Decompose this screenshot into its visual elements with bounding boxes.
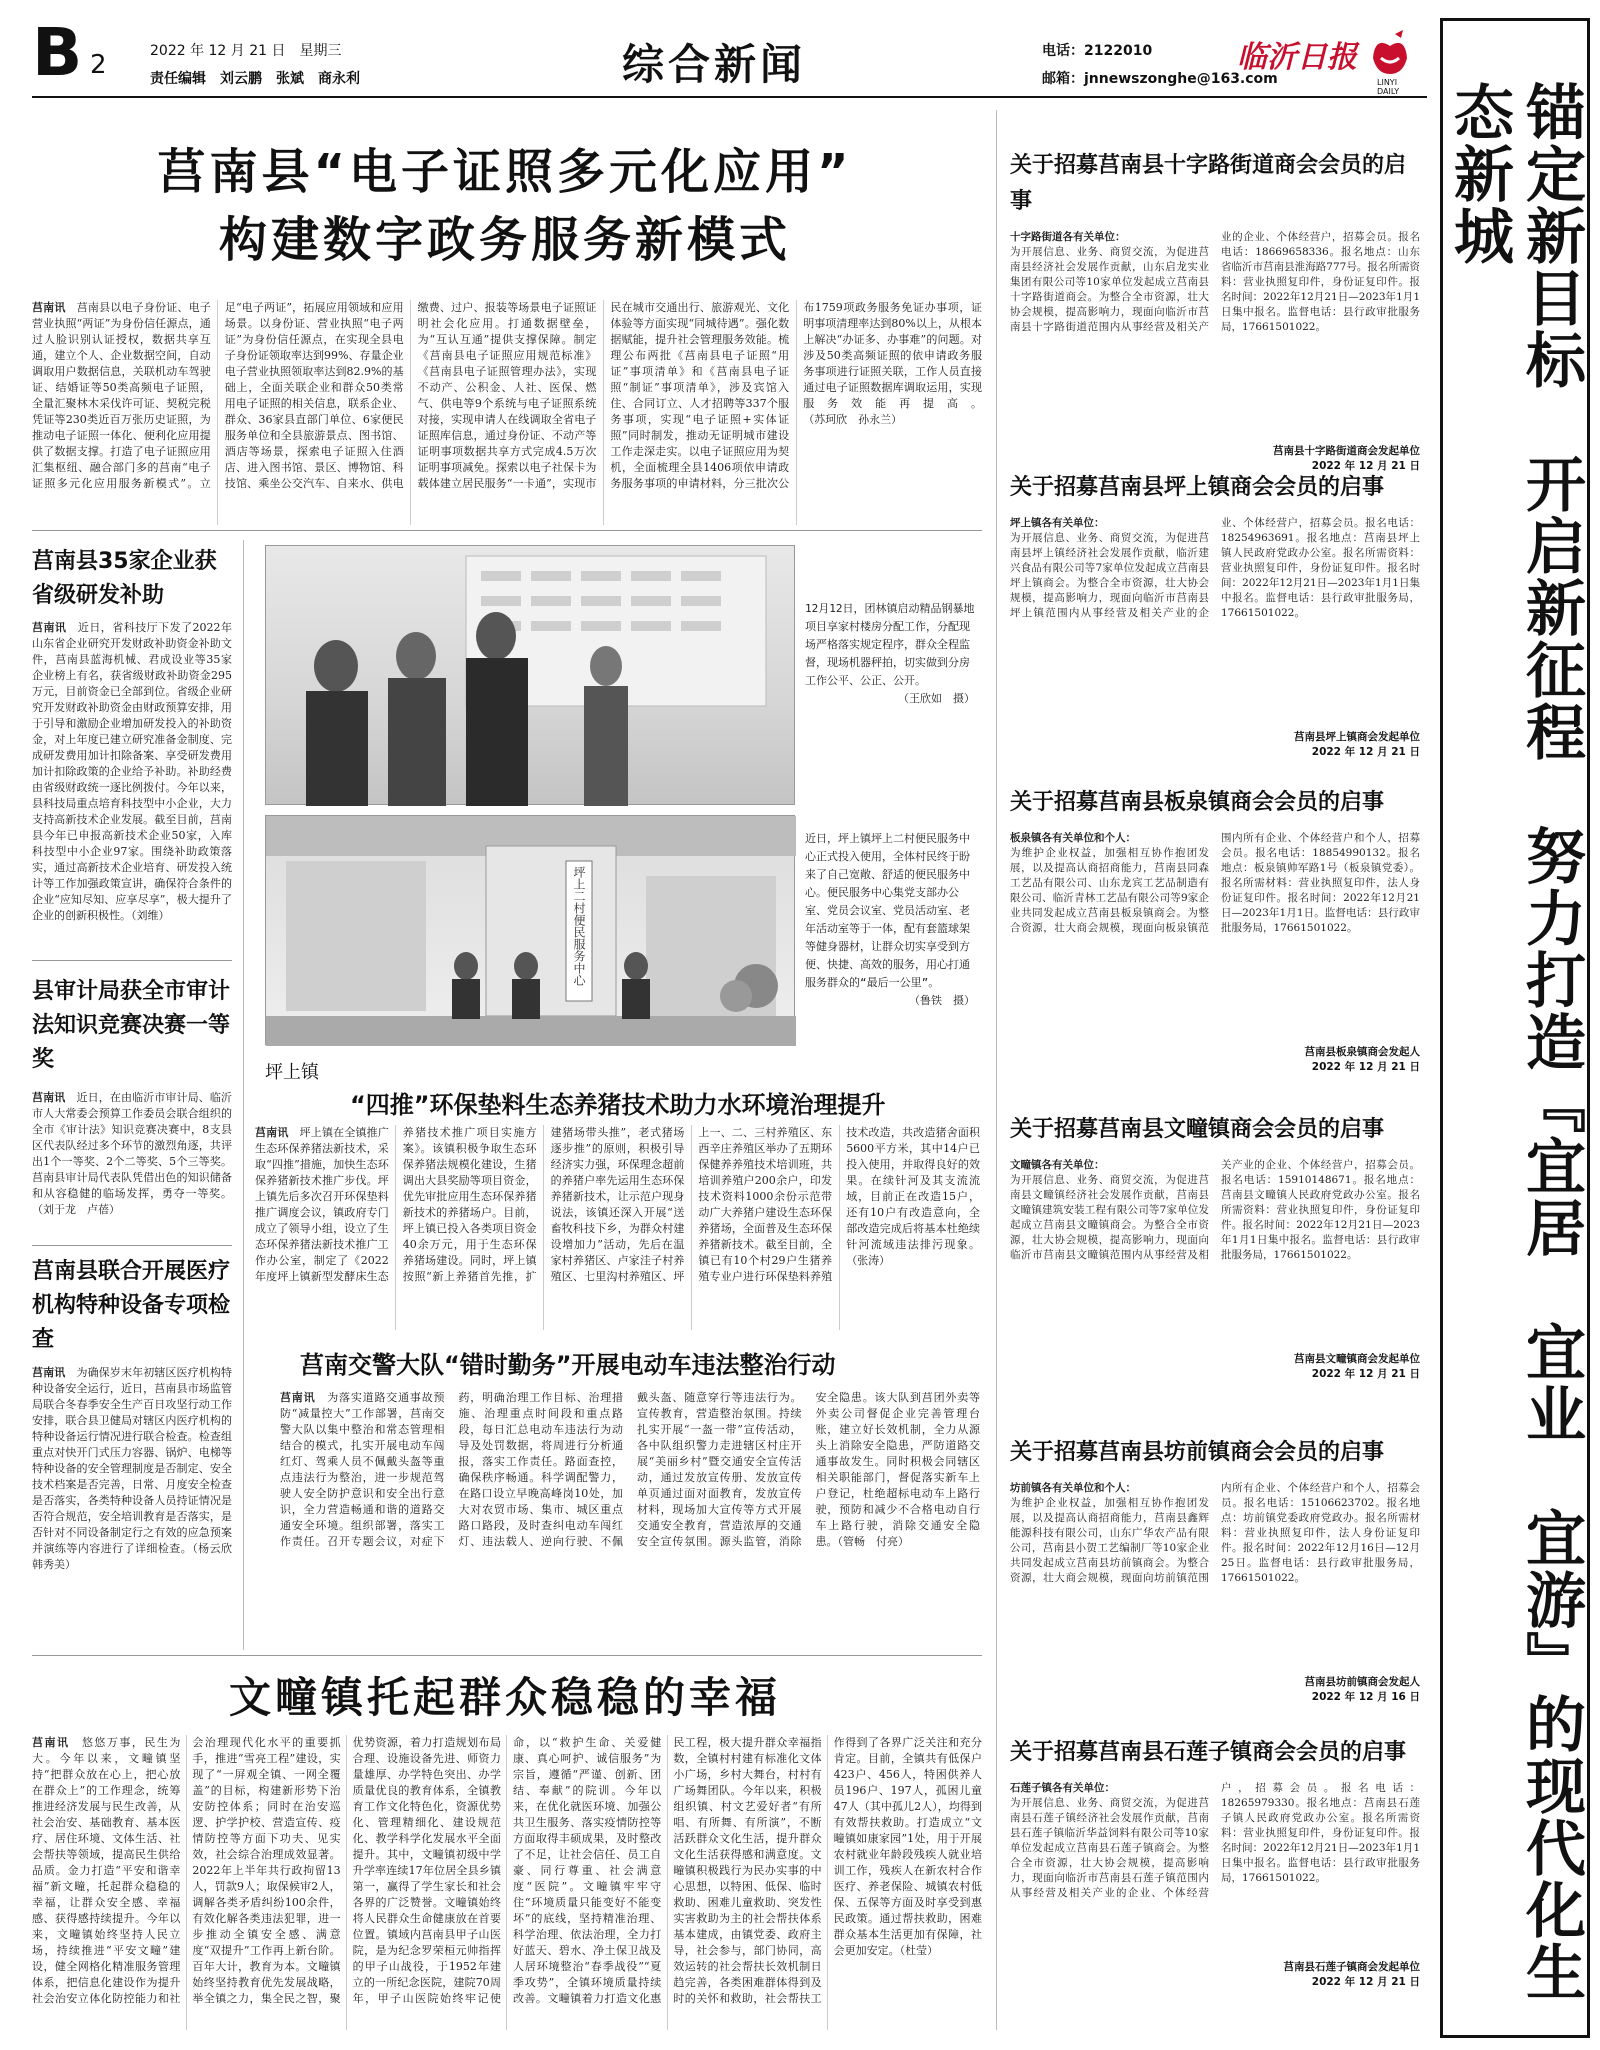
- notice-date: 2022 年 12 月 21 日: [1311, 1061, 1420, 1073]
- divider: [32, 530, 982, 531]
- main-headline-1: 莒南县“电子证照多元化应用”: [157, 144, 853, 200]
- notice-date: 2022 年 12 月 21 日: [1311, 1976, 1420, 1988]
- notice-date: 2022 年 12 月 21 日: [1311, 1368, 1420, 1380]
- story-body: 莒南讯 坪上镇在全镇推广生态环保养猪法新技术，采取“四推”措施，加快生态环保养猪新技术推广步伐。坪上镇先后多次召开环保垫料推广调度会议，镇政府专门成立了领导小组，设立了生态环保养猪法新技术推广工作办公室，制定了《2022年度坪上镇新型发酵床生态养猪技术推广项目实施方案》。该镇积极争取生态环保养猪法规模化建设，生猪调出大县奖励等项目资金，优先审批应用生态环保养猪新技术的养猪场户。目前，坪上镇已投入各类项目资金40余万元，用于生态环保养猪场建设。同时，坪上镇按照“新上养猪首先推，扩建猪场带头推”，老式猪场逐步推”的原则，积极引导经济实力强，环保理念超前的养猪户率先运用生态环保养猪新技术，让示范户现身说法，该镇还深入开展“送畜牧科技下乡，为群众村建设增加力”活动，先后在温家村养猪区、卢家洼子村养殖区、七里沟村养殖区、坪上一、二、三村养殖区、东西辛庄养殖区举办了五期环保健养养殖技术培训班，共培训养殖户200余户，印发技术资料1000余份示范带动广大养猪户建设生态环保养猪场，全面普及生态环保养猪新技术。截至目前，全镇已有10个村29户生猪养殖专业户进行环保垫料养殖技术改造，共改造猪舍面积5600平方米，其中14户已投入使用，并取得良好的效果。在续针河及其支流流域，目前正在改造15户，还有10户有改造意向，全部改造完成后将基本杜绝续针河流域违法排污现象。（张涛）: [255, 1126, 980, 1283]
- photo-caption: 12月12日，团林镇启动精品钢暴地项目享家村楼房分配工作，分配现场严格落实规定程序，群众全程监督，现场机器秤拍，切实做到分房工作公平、公正、公开。 （王欣如 摄）: [805, 602, 975, 705]
- notice: [1010, 1435, 1420, 1705]
- notice-sign: 莒南县板泉镇商会发起人: [1304, 1046, 1420, 1058]
- story-headline: 莒南交警大队“错时勤务”开展电动车违法整治行动: [300, 1351, 836, 1379]
- photo-building-icon: [266, 816, 796, 1046]
- notice-sign: 莒南县石莲子镇商会发起单位: [1283, 1961, 1420, 1973]
- notice: [1010, 148, 1420, 474]
- photo-service-center: [265, 815, 795, 1045]
- page-letter: B: [32, 14, 83, 91]
- notice-date: 2022 年 12 月 21 日: [1311, 460, 1420, 472]
- masthead: [32, 14, 1432, 96]
- page-number: 2: [90, 50, 107, 80]
- notice: [1010, 470, 1420, 760]
- photo-housing-allocation: [265, 545, 795, 805]
- editors: 责任编辑 刘云鹏 张斌 商永利: [150, 71, 360, 87]
- notice-date: 2022 年 12 月 16 日: [1311, 1691, 1420, 1703]
- story-headline: 文疃镇托起群众稳稳的幸福: [228, 1673, 781, 1722]
- main-headline-2: 构建数字政务服务新模式: [218, 212, 791, 268]
- notice-title: 关于招募莒南县文疃镇商会会员的启事: [1010, 1117, 1385, 1142]
- notice-body: 文疃镇各有关单位： 为开展信息、业务、商贸交流，为促进莒南县文疃镇经济社会发展作贡献，莒南县文疃镇建筑安装工程有限公司等7家单位发起成立莒南县文疃镇商会。为整合全市资源，壮大协会规模，提高影响力，现面向临沂市莒南县文疃镇范围内从事经营及相关产业的企业、个体经营户，招募会员。报名电话：15910148671。报名地点：莒南县文疃镇人民政府党政办公室。报名所需资料：营业执照复印件，身份证复印件。报名时间：2022年12月21日—2023年1月1日集中报名。监督电话：县行政审批服务局，17661501022。: [1010, 1159, 1420, 1261]
- notice: [1010, 1112, 1420, 1382]
- logo-text: 临沂日报: [1237, 40, 1357, 75]
- main-story-lead: 莒南讯: [32, 301, 66, 314]
- divider: [32, 1245, 232, 1246]
- divider: [32, 1655, 982, 1656]
- notice-body: 坪上镇各有关单位： 为开展信息、业务、商贸交流，为促进莒南县坪上镇经济社会发展作贡献，临沂建兴食品有限公司等7家单位发起成立莒南县坪上镇商会。为整合全市资源，壮大协会规模，提高影响力，现面向临沂市莒南县坪上镇范围内从事经营及相关产业的企业、个体经营户，招募会员。报名电话：18254963691。报名地点：莒南县坪上镇人民政府党政办公室。报名所需资料：营业执照复印件，身份证复印件。报名时间：2022年12月21日—2023年1月1日集中报名。监督电话：县行政审批服务局，17661501022。: [1010, 517, 1420, 619]
- vertical-banner-text: 锚定新目标 开启新征程 努力打造『宜居 宜业 宜游』的现代化生态新城: [1444, 81, 1586, 2003]
- notice-title: 关于招募莒南县十字路街道商会会员的启事: [1010, 153, 1407, 214]
- story-body: 莒南讯 为确保岁末年初辖区医疗机构特种设备安全运行，近日，莒南县市场监管局联合冬春季安全生产百日攻坚行动工作安排，联合县卫健局对辖区内医疗机构的特种设备运行情况进行联合检查。检查组重点对快开门式压力容器、锅炉、电梯等特种设备的安全管理制度是否制定、安全技术档案是否完善，日常、月度安全检查是否落实，各类特种设备人员持证情况是否符合规范，安全培训教育是否落实，是否针对不同设备制定行之有效的应急预案并演练等内容进行了详细检查。（杨云欣 韩秀美）: [32, 1366, 244, 1571]
- notice: [1010, 1735, 1420, 1990]
- notice-body: 坊前镇各有关单位和个人： 为维护企业权益，加强相互协作抱团发展，以及提高认商招商能力，莒南县鑫辉能源科技有限公司，山东广华农产品有限公司，莒南县小贺工艺编制厂等10家企业共同发起成立莒南县坊前镇商会。为整合资源，壮大商会规模，现面向坊前镇范围内所有企业、个体经营户和个人，招募会员。报名电话：15106623702。报名地点：坊前镇党委政府党政办。报名所需材料：营业执照复印件，法人身份证复印件。报名时间：2022年12月16日—12月25日。监督电话：县行政审批服务局，17661501022。: [1010, 1482, 1420, 1584]
- notice: [1010, 785, 1420, 1075]
- notice-title: 关于招募莒南县坪上镇商会会员的启事: [1010, 475, 1385, 500]
- logo-en: LINYI DAILY: [1377, 78, 1400, 96]
- issue-date: 2022 年 12 月 21 日 星期三: [150, 43, 342, 59]
- notice-date: 2022 年 12 月 21 日: [1311, 746, 1420, 758]
- notice-body: 石莲子镇各有关单位： 为开展信息、业务、商贸交流，为促进莒南县石莲子镇经济社会发展作贡献，莒南县石莲子镇临沂华益饲料有限公司等10家单位发起成立莒南县石莲子镇商会。为整合全市资源，壮大协会规模，提高影响力，现面向临沂市莒南县石莲子镇范围内从事经营及相关产业的企业、个体经营户，招募会员。报名电话：18265979330。报名地点：莒南县石莲子镇人民政府党政办公室。报名所需资料：营业执照复印件，身份证复印件。报名时间：2022年12月21日—2023年1月1日集中报名。监督电话：县行政审批服务局，17661501022。: [1010, 1782, 1420, 1899]
- story-body: 莒南讯 为落实道路交通事故预防“减量控大”工作部署，莒南交警大队以集中整治和常态管理相结合的模式，扎实开展电动车闯红灯、驾乘人员不佩戴头盔等重点违法行为整治，进一步规范驾驶人安全防护意识和安全出行意识，全力营造畅通和谐的道路交通安全环境。组织部署，落实工作责任。召开专题会议，对症下药，明确治理工作目标、治理措施、治理重点时间段和重点路段，每日汇总电动车违法行为动导及处罚数据，将周进行分析通报，落实工作责任。路面查控，确保秩序畅通。科学调配警力，在路口设立早晚高峰岗10处，加大对农贸市场、集市、城区重点路口路段，及时查纠电动车闯红灯、违法载人、逆向行驶、不佩戴头盔、随意穿行等违法行为。宣传教育，营造整治氛围。持续扎实开展“一盔一带”宣传活动，各中队组织警力走进辖区村庄开展“美丽乡村”暨交通安全宣传活动，通过发放宣传册、发放宣传单页通过面对面教育，发放宣传材料，现场加大宣传等方式开展交通安全教育，营造浓厚的交通安全宣传氛围。源头监管，消除安全隐患。该大队到莒团外卖等外卖公司督促企业完善管理台账，建立好长效机制，全力从源头上消除安全隐患，严防道路交通事故发生。同时积极会同辖区相关职能部门，督促落实新车上户登记，杜绝超标电动车上路行驶，预防和减少不合格电动自行车上路行驶，消除交通安全隐患。（管畅 付亮）: [280, 1391, 980, 1548]
- column-divider: [996, 110, 997, 2030]
- masthead-rule: [32, 96, 1427, 98]
- vertical-banner: [1440, 18, 1590, 2038]
- notice-sign: 莒南县坪上镇商会发起单位: [1294, 731, 1420, 743]
- section-title: 综合新闻: [622, 40, 807, 89]
- photo-scene-icon: [266, 546, 796, 806]
- photo-caption: 近日，坪上镇坪上二村便民服务中心正式投入使用，全体村民终于盼来了自己宽敞、舒适的便民服务中心。便民服务中心集党支部办公室、党员会议室、党员活动室、老年活动室等于一体，配有套篮球架等健身器材，让群众切实享受到方便、快捷、高效的服务，用心打通服务群众的“最后一公里”。 （鲁铁 摄）: [805, 832, 975, 1007]
- contact-email: 邮箱：jnnewszonghe@163.com: [1042, 71, 1278, 87]
- main-story-byline: （苏珂欣 孙永兰）: [803, 413, 903, 426]
- logo-mark-icon: [1365, 28, 1415, 78]
- notice-sign: 莒南县坊前镇商会发起人: [1304, 1676, 1420, 1688]
- notice-body: 板泉镇各有关单位和个人： 为维护企业权益，加强相互协作抱团发展，以及提高认商招商能力，莒南县同森工艺品有限公司、山东龙宾工艺品制造有限公司、临沂青林工艺品有限公司等9家企业共同发起成立莒南县板泉镇商会。为整合资源，壮大商会规模，现面向板泉镇范围内所有企业、个体经营户和个人，招募会员。报名电话：18854990132。报名地点：板泉镇帅军路1号（板泉镇党委）。报名所需材料：营业执照复印件，法人身份证复印件。报名时间：2022年12月21日—2023年1月1日。监督电话：县行政审批服务局，17661501022。: [1010, 832, 1420, 934]
- contact-phone: 电话：2122010: [1042, 43, 1153, 59]
- column-divider: [243, 540, 244, 1650]
- service-center-sign: 坪上二村便民服务中心: [572, 866, 586, 986]
- notice-body: 十字路街道各有关单位： 为开展信息、业务、商贸交流，为促进莒南县经济社会发展作贡献，山东启龙实业集团有限公司等10家单位发起成立莒南县十字路街道商会。为整合全市资源，壮大协会规模，提高影响力，现面向临沂市莒南县十字路街道范围内从事经营及相关产业的企业、个体经营户，招募会员。报名电话：18669658336。报名地点：山东省临沂市莒南县淮海路777号。报名所需资料：营业执照复印件，身份证复印件。报名时间：2022年12月21日—2023年1月1日集中报名。监督电话：县行政审批服务局，17661501022。: [1010, 231, 1420, 333]
- story-headline: 莒南县联合开展医疗机构特种设备专项检查: [32, 1259, 231, 1352]
- divider: [32, 960, 232, 961]
- notice-sign: 莒南县十字路街道商会发起单位: [1273, 445, 1420, 457]
- story-body: 莒南讯 近日，在由临沂市审计局、临沂市人大常委会预算工作委员会联合组织的全市《审计法》知识竞赛决赛中，8支县区代表队经过多个环节的激烈角逐，共评出1个一等奖、2个二等奖、5个三等奖。莒南县审计局代表队凭借出色的知识储备和从容稳健的临场发挥，勇夺一等奖。（刘于龙 卢蓓）: [32, 1091, 233, 1216]
- notice-title: 关于招募莒南县板泉镇商会会员的启事: [1010, 790, 1385, 815]
- notice-title: 关于招募莒南县石莲子镇商会会员的启事: [1010, 1740, 1407, 1765]
- story-headline: “四推”环保垫料生态养猪技术助力水环境治理提升: [350, 1091, 886, 1119]
- story-headline: 县审计局获全市审计法知识竞赛决赛一等奖: [32, 979, 231, 1072]
- notice-sign: 莒南县文疃镇商会发起单位: [1294, 1353, 1420, 1365]
- story-kicker: 坪上镇: [265, 1062, 319, 1083]
- story-headline: 莒南县35家企业获省级研发补助: [32, 549, 217, 608]
- notice-title: 关于招募莒南县坊前镇商会会员的启事: [1010, 1440, 1385, 1465]
- main-story-body: 莒南讯 莒南县以电子身份证、电子营业执照“两证”为身份信任源点，通过人脸识别认证授权，数据共享互通，建立个人、企业数据空间，自动调取用户数据信息，关联机动车驾驶证、结婚证等50类高频电子证照，全量汇聚林木采伐许可证、契税完税凭证等230类近百万张历史证照，为推动电子证照一体化、便利化应用提供了数据支撑。打造了电子证照应用汇集枢纽、融合部门多的莒南“电子证照多元化应用服务新模式”。立足“电子两证”，拓展应用领域和应用场景。以身份证、营业执照“电子两证”为身份信任源点，在实现全县电子身份证领取率达到99%、存量企业电子营业执照领取率达到82.9%的基础上，全面关联企业和群众50类常用电子证照的相关信息，联系企业、群众、36家县直部门单位、6家便民服务单位和全县旅游景点、图书馆、酒店等场景，探索电子证照入住酒店、进入图书馆、景区、博物馆、科技馆、乘坐公交汽车、自来水、供电缴费、过户、报装等场景电子证照证明社会化应用。打通数据壁垒，为“互认互通”提供支撑保障。制定《莒南县电子证照应用规范标准》《莒南县电子证照管理办法》，实现不动产、公积金、人社、医保、燃气、供电等9个系统与电子证照系统对接，实现申请人在线调取全省电子证照库信息，通过身份证、不动产等证明事项数据共享方式完成4.5万次证明事项减免。探索以电子社保卡为载体建立居民服务“一卡通”，实现市民在城市交通出行、旅游观光、文化体验等方面实现“同城待遇”。强化数据赋能，提升社会管理服务效能。梳理公布两批《莒南县电子证照“用证”事项清单》和《莒南县电子证照“制证”事项清单》，涉及宾馆入住、合同订立、人才招聘等337个服务事项，实现“电子证照+实体证照”同时制发，推动无证明城市建设工作走深走实。以电子证照应用为契机，全面梳理全县1406项依申请政务服务事项的申请材料，分三批次公布1759项政务服务免证办事项，证明事项清理率达到80%以上，从根本上解决“办证多、办事难”的问题。对涉及50类高频证照的依申请政务服务事项进行证照关联，工作人员直接通过电子证照数据库调取运用，实现服务效能再提高。（苏珂欣 孙永兰）: [32, 301, 982, 490]
- story-body: 莒南讯 近日，省科技厅下发了2022年山东省企业研究开发财政补助资金补助文件，莒南县蓝海机械、君成设业等35家企业榜上有名，获省级财政补助资金295万元，目前资金已全部到位。省级企业研究开发财政补助资金由财政预算安排，用于引导和激励企业增加研发投入的补助资金，对上年度已建立研究准备金制度、完成研发费用加计扣除备案、享受研发费用加计扣除政策的企业给予补助。补助经费由省级财政统一逐比例拨付。今年以来，县科技局重点培育科技型中小企业，大力支持高新技术企业发展。截至目前，莒南县今年已申报高新技术企业50家，入库科技型中小企业97家。围绕补助政策落实，通过高新技术企业培育、研发投入统计等工作加强政策宣讲，确保符合条件的企业“应知尽知、应享尽享”，极大提升了企业的创新积极性。（刘维）: [32, 621, 233, 922]
- story-body: 莒南讯 悠悠万事，民生为大。今年以来，文疃镇坚持“把群众放在心上，把心放在群众上”的工作理念，统筹推进经济发展与民生改善，从社会治安、基础教育、基本医疗、居住环境、文体生活、社会帮扶等领域，提高民生供给品质。金力打造“平安和谐幸福”新文疃，托起群众稳稳的幸福，让群众安全感、幸福感、获得感持续提升。今年以来，文疃镇始终坚持人民立场，持续推进“平安文疃”建设，健全网格化精准服务管理体系，把信息化建设作为提升社会治安立体化防控能力和社会治理现代化水平的重要抓手，推进“雪亮工程”建设，实现了“一屏观全镇、一网全覆盖”的目标，构建新形势下治安防控体系；同时在治安巡逻、护学护校、营造宣传、疫情防控等方面下功夫、见实效，社会综合治理成效显著。2022年上半年共行政拘留13人，罚款9人；取保候审2人，调解各类矛盾纠纷100余件，有效化解各类违法犯罪，进一步推动全镇安全感、满意度“双提升”工作再上新台阶。百年大计，教育为本。文疃镇始终坚持教育优先发展战略，举全镇之力，集全民之智，聚优势资源，着力打造规划布局合理、设施设备先进、师资力量雄厚、办学特色突出、办学质量优良的教育体系，全镇教育工作文化特色化，资源优势化、管理精细化、建设规范化、教学科学化发展水平全面提升。其中，文疃镇初级中学升学率连续17年位居全县乡镇第一，赢得了学生家长和社会各界的广泛赞誉。文疃镇始终将人民群众生命健康放在首要位置。镇域内莒南县甲子山医院，是为纪念罗荣桓元帅指挥的甲子山战役，于1952年建立的一所纪念医院，建院70周年，甲子山医院始终牢记使命，以“救护生命、关爱健康、真心呵护、诚信服务”为宗旨，遵循“严谨、创新、团结、奉献”的院训。今年以来，在优化就医环境、加强公共卫生服务、落实疫情防控等方面取得丰硕成果，及时整改了不足，让社会信任、员工自豪、同行尊重、社会满意度“医院”。文疃镇牢牢守住“环境质量只能变好不能变坏”的底线，坚持精准治理、科学治理、依法治理，全力打好蓝天、碧水、净土保卫战及人居环境整治“春季战役”“夏季攻势”，全镇环境质量持续改善。文疃镇着力打造文化惠民工程，极大提升群众幸福指数，全镇村村建有标准化文体小广场，乡村大舞台，村村有广场舞团队。今年以来，积极组织镇、村文艺爱好者“有所唱、有所舞、有所演”，不断活跃群众文化生活，提升群众文化生活获得感和满意度。文疃镇积极践行为民办实事的中心思想，以特困、低保、临时救助、困难儿童救助、突发性实害救助为主的社会帮扶体系基本建成，由镇党委、政府主导，社会参与，部门协同，高效运转的社会帮扶长效机制日趋完善，各类困难群体得到及时的关怀和救助，社会帮扶工作得到了各界广泛关注和充分肯定。目前，全镇共有低保户423户、456人，特困供养人员196户、197人，孤困儿童47人（其中孤儿2人），均得到有效帮扶救助。打造成立“文疃镇如康家园”1处，用于开展农村就业年龄段残疾人就业培训工作，残疾人在新农村合作医疗、养老保险、城镇农村低保、五保等方面及时享受到惠民政策。通过帮扶救助，困难群众基本生活更加有保障，社会更加安定。（杜莹）: [32, 1736, 982, 2005]
- newspaper-logo: [1237, 26, 1417, 96]
